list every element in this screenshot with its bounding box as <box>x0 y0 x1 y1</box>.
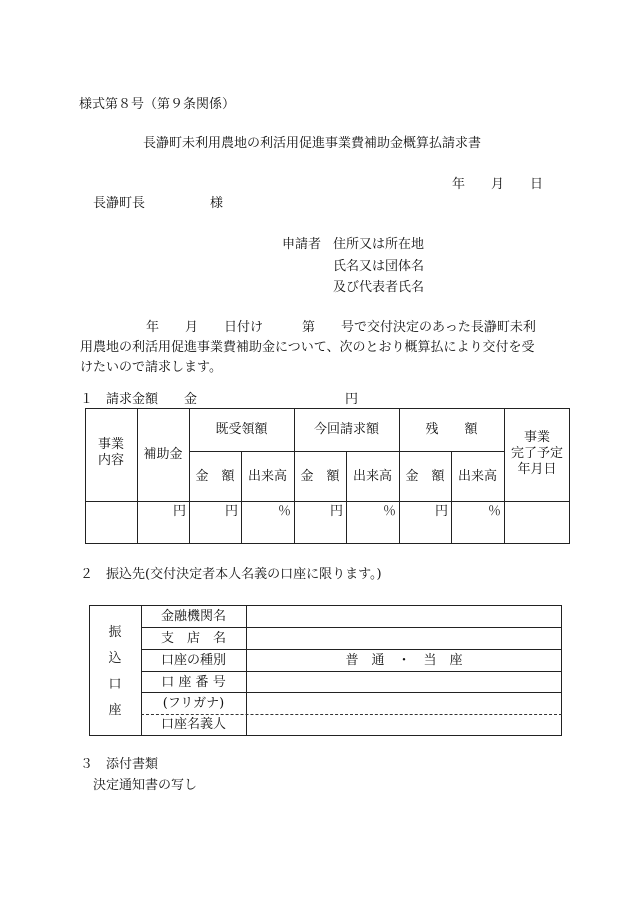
body-line-3: けたいので請求します。 <box>80 360 222 375</box>
unit-remaining-yen: 円 <box>434 504 448 519</box>
row-bank-name: 金融機関名 <box>160 609 226 624</box>
body-line-2: 用農地の利活用促進事業費補助金について、次のとおり概算払により交付を受 <box>80 340 535 355</box>
row-branch-name: 支 店 名 <box>160 631 226 646</box>
unit-current-yen: 円 <box>329 504 343 519</box>
col-completion: 事業 完了予定 年月日 <box>510 430 563 477</box>
date-line: 年 月 日 <box>452 177 544 192</box>
applicant-address: 住所又は所在地 <box>333 237 425 252</box>
account-type-value: 普 通 ・ 当 座 <box>345 653 463 668</box>
side-label-2: 込 <box>108 651 122 666</box>
addressee: 長瀞町長 様 <box>93 196 224 211</box>
body-line-1: 年 月 日付け 第 号で交付決定のあった長瀞町未利 <box>146 320 536 335</box>
section1-yen: 円 <box>345 392 359 407</box>
form-number: 様式第８号（第９条関係） <box>79 97 236 112</box>
section3-heading: ３ 添付書類 <box>80 757 159 772</box>
col-remaining: 残 額 <box>425 422 478 437</box>
row-account-holder: 口座名義人 <box>160 717 226 732</box>
unit-received-yen: 円 <box>224 504 238 519</box>
side-label-1: 振 <box>108 625 122 640</box>
applicant-representative: 及び代表者氏名 <box>333 280 425 295</box>
sub-received-amount: 金 額 <box>195 469 235 484</box>
unit-received-percent: ％ <box>277 504 291 519</box>
unit-remaining-percent: ％ <box>487 504 501 519</box>
col-received: 既受領額 <box>215 422 268 437</box>
applicant-label: 申請者 <box>282 237 322 252</box>
sub-remaining-progress: 出来高 <box>457 469 497 484</box>
side-label-4: 座 <box>108 703 122 718</box>
sub-current-progress: 出来高 <box>352 469 392 484</box>
col-subsidy: 補助金 <box>143 447 183 462</box>
applicant-name: 氏名又は団体名 <box>333 259 425 274</box>
row-account-number: 口 座 番 号 <box>161 675 226 690</box>
sub-remaining-amount: 金 額 <box>405 469 445 484</box>
section2-heading: ２ 振込先(交付決定者本人名義の口座に限ります。) <box>80 567 382 582</box>
col-project: 事業 内容 <box>97 437 124 468</box>
section1-heading: １ 請求金額 金 <box>80 392 198 407</box>
attachment-item: 決定通知書の写し <box>93 778 198 793</box>
row-furigana: (フリガナ) <box>162 696 225 711</box>
unit-subsidy-yen: 円 <box>172 504 186 519</box>
side-label-3: 口 <box>108 677 122 692</box>
document-title: 長瀞町未利用農地の利活用促進事業費補助金概算払請求書 <box>143 136 482 151</box>
sub-current-amount: 金 額 <box>300 469 340 484</box>
sub-received-progress: 出来高 <box>247 469 287 484</box>
unit-current-percent: ％ <box>382 504 396 519</box>
col-current: 今回請求額 <box>313 422 379 437</box>
row-account-type: 口座の種別 <box>160 653 226 668</box>
